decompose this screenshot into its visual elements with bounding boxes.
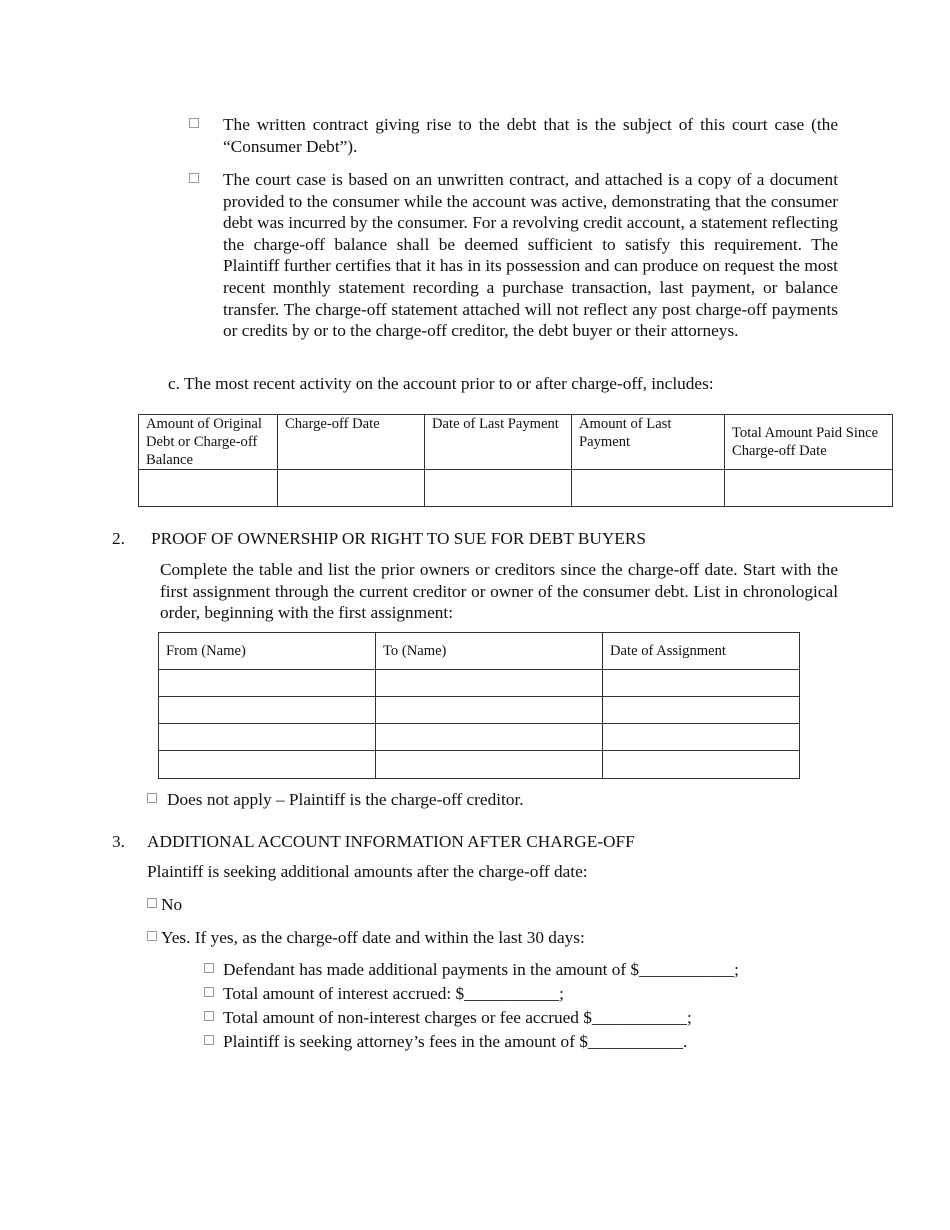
section-2-instructions: Complete the table and list the prior owners or creditors since the charge-off date. Start with the first assignment through the current creditor or owner of the consumer debt. List in chronological order, beginning with the first assignment: — [160, 560, 838, 623]
written-contract-text: The written contract giving rise to the debt that is the subject of this court case (the “Consumer Debt”). — [223, 115, 838, 156]
does-not-apply-label: Does not apply – Plaintiff is the charge-off creditor. — [167, 790, 524, 809]
assignment-table — [158, 632, 800, 779]
section-3-number: 3. — [112, 832, 125, 851]
non-interest-charges-text: Total amount of non-interest charges or fee accrued $___________; — [223, 1008, 692, 1027]
additional-payments-text: Defendant has made additional payments in the amount of $___________; — [223, 960, 739, 979]
unwritten-contract-text: The court case is based on an unwritten contract, and attached is a copy of a document provided to the consumer while the account was active, demonstrating that the consumer debt was incurred by the consumer. For a revolving credit account, a statement reflecting the charge-off balance shall be deemed sufficient to satisfy this requirement. The Plaintiff further certifies that it has in its possession and can produce on request the most recent monthly statement recording a purchase transaction, last payment, or balance transfer. The charge-off statement attached will not reflect any post charge-off payments or credits by or to the charge-off creditor, the debt buyer or their attorneys. — [223, 170, 838, 341]
item-c-text: c. The most recent activity on the account prior to or after charge-off, includes: — [168, 374, 714, 393]
assignment-to-cell[interactable] — [376, 724, 603, 751]
interest-accrued-text: Total amount of interest accrued: $___________; — [223, 984, 564, 1003]
assignment-from-cell[interactable] — [159, 697, 376, 724]
section-2-number: 2. — [112, 529, 125, 548]
assignment-to-cell[interactable] — [376, 670, 603, 697]
section-3-heading: ADDITIONAL ACCOUNT INFORMATION AFTER CHARGE-OFF — [147, 832, 635, 851]
assignment-from-cell[interactable] — [159, 670, 376, 697]
additional-amounts-yes-checkbox[interactable] — [147, 931, 157, 941]
total-paid-cell[interactable] — [725, 470, 893, 507]
written-contract-checkbox[interactable] — [189, 118, 199, 128]
col-header-original-debt: Amount of Original Debt or Charge-off Balance — [139, 415, 278, 470]
assignment-date-cell[interactable] — [603, 724, 800, 751]
col-header-total-paid: Total Amount Paid Since Charge-off Date — [725, 415, 893, 470]
col-header-charge-off-date: Charge-off Date — [278, 415, 425, 470]
assignment-date-cell[interactable] — [603, 751, 800, 779]
additional-amounts-yes-label: Yes. If yes, as the charge-off date and within the last 30 days: — [161, 928, 585, 947]
assignment-from-cell[interactable] — [159, 724, 376, 751]
original-debt-cell[interactable] — [139, 470, 278, 507]
col-header-to: To (Name) — [376, 633, 603, 670]
additional-amounts-no-label: No — [161, 895, 183, 914]
assignment-from-cell[interactable] — [159, 751, 376, 779]
unwritten-contract-checkbox[interactable] — [189, 173, 199, 183]
attorney-fees-checkbox[interactable] — [204, 1035, 214, 1045]
last-payment-amount-cell[interactable] — [572, 470, 725, 507]
section-3-intro: Plaintiff is seeking additional amounts after the charge-off date: — [147, 862, 588, 881]
additional-payments-checkbox[interactable] — [204, 963, 214, 973]
assignment-to-cell[interactable] — [376, 751, 603, 779]
additional-amounts-no-checkbox[interactable] — [147, 898, 157, 908]
col-header-last-payment-amount: Amount of Last Payment — [572, 415, 725, 470]
charge-off-date-cell[interactable] — [278, 470, 425, 507]
assignment-to-cell[interactable] — [376, 697, 603, 724]
col-header-from: From (Name) — [159, 633, 376, 670]
col-header-last-payment-date: Date of Last Payment — [425, 415, 572, 470]
does-not-apply-checkbox[interactable] — [147, 793, 157, 803]
non-interest-charges-checkbox[interactable] — [204, 1011, 214, 1021]
assignment-date-cell[interactable] — [603, 670, 800, 697]
assignment-date-cell[interactable] — [603, 697, 800, 724]
account-activity-table — [138, 414, 893, 507]
attorney-fees-text: Plaintiff is seeking attorney’s fees in the amount of $___________. — [223, 1032, 688, 1051]
interest-accrued-checkbox[interactable] — [204, 987, 214, 997]
section-2-heading: PROOF OF OWNERSHIP OR RIGHT TO SUE FOR DEBT BUYERS — [151, 529, 647, 548]
last-payment-date-cell[interactable] — [425, 470, 572, 507]
col-header-assignment-date: Date of Assignment — [603, 633, 800, 670]
